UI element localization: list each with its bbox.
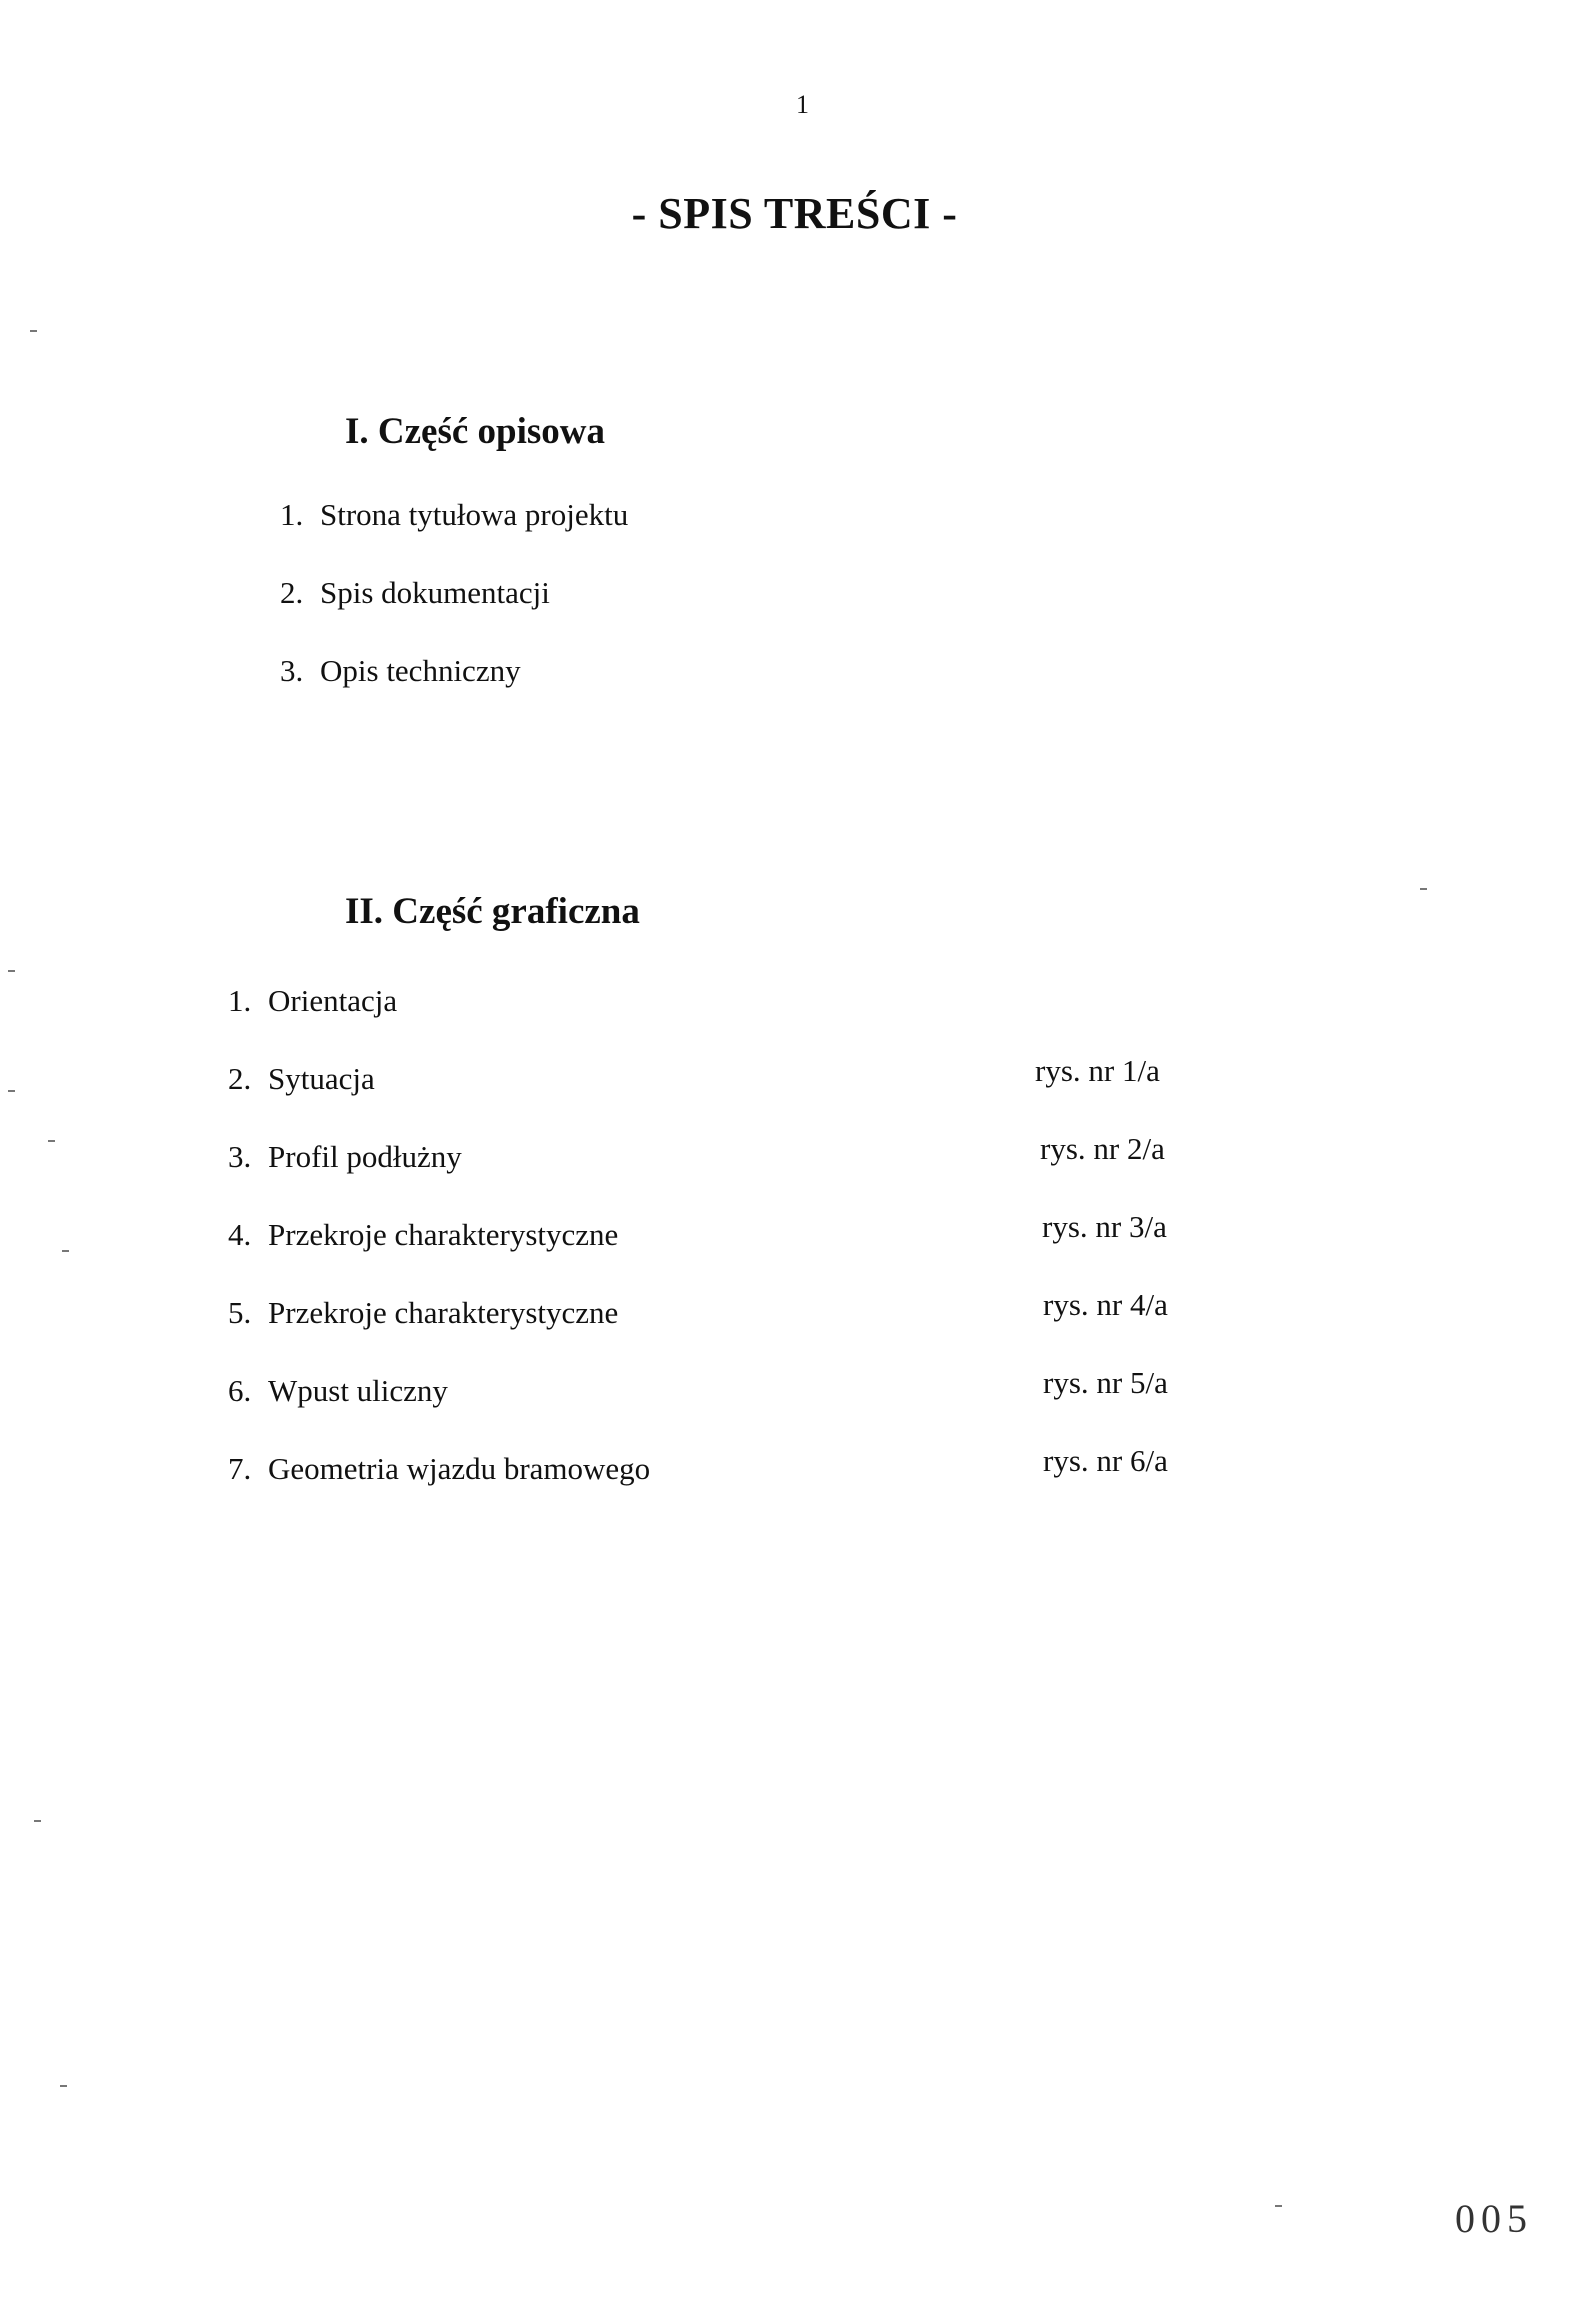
list-item [228, 1451, 650, 1487]
scan-speck [8, 1090, 15, 1092]
item-number: 6. [228, 1373, 252, 1408]
item-number: 7. [228, 1451, 252, 1486]
list-item [228, 983, 397, 1019]
scan-speck [48, 1140, 55, 1142]
item-label: Geometria wjazdu bramowego [268, 1451, 651, 1486]
section-heading-part2: II. Część graficzna [345, 891, 640, 932]
list-item [228, 1139, 462, 1175]
document-title: - SPIS TREŚCI - [631, 189, 958, 238]
item-number: 3. [280, 653, 304, 688]
item-number: 2. [280, 575, 304, 610]
item-label: Opis techniczny [320, 653, 521, 688]
list-item [228, 1061, 375, 1097]
item-label: Strona tytułowa projektu [320, 497, 629, 532]
item-number: 1. [228, 983, 252, 1018]
section-heading-part1: I. Część opisowa [345, 411, 606, 452]
drawing-reference: rys. nr 6/a [1043, 1443, 1168, 1478]
item-label: Wpust uliczny [268, 1373, 448, 1408]
item-label: Przekroje charakterystyczne [268, 1295, 619, 1330]
list-item [228, 1373, 448, 1409]
item-label: Profil podłużny [268, 1139, 462, 1174]
scan-speck [60, 2085, 67, 2087]
item-label: Przekroje charakterystyczne [268, 1217, 619, 1252]
list-item [280, 497, 628, 533]
list-item [228, 1295, 618, 1331]
item-number: 1. [280, 497, 304, 532]
list-item [280, 653, 521, 689]
item-label: Sytuacja [268, 1061, 375, 1096]
stamp-number: 005 [1455, 2196, 1533, 2241]
list-item [280, 575, 550, 611]
scan-speck [62, 1250, 69, 1252]
drawing-reference: rys. nr 5/a [1043, 1365, 1168, 1400]
list-item [228, 1217, 618, 1253]
item-number: 3. [228, 1139, 252, 1174]
scan-speck [30, 330, 37, 332]
item-label: Orientacja [268, 983, 398, 1018]
item-number: 4. [228, 1217, 252, 1252]
scan-speck [34, 1820, 41, 1822]
scan-speck [1420, 888, 1427, 890]
drawing-reference: rys. nr 2/a [1040, 1131, 1165, 1166]
page-number: 1 [796, 90, 809, 119]
drawing-reference: rys. nr 3/a [1042, 1209, 1167, 1244]
item-number: 5. [228, 1295, 252, 1330]
scan-speck [8, 970, 15, 972]
item-number: 2. [228, 1061, 252, 1096]
item-label: Spis dokumentacji [320, 575, 550, 610]
scan-speck [1275, 2205, 1282, 2207]
drawing-reference: rys. nr 1/a [1035, 1053, 1160, 1088]
drawing-reference: rys. nr 4/a [1043, 1287, 1168, 1322]
